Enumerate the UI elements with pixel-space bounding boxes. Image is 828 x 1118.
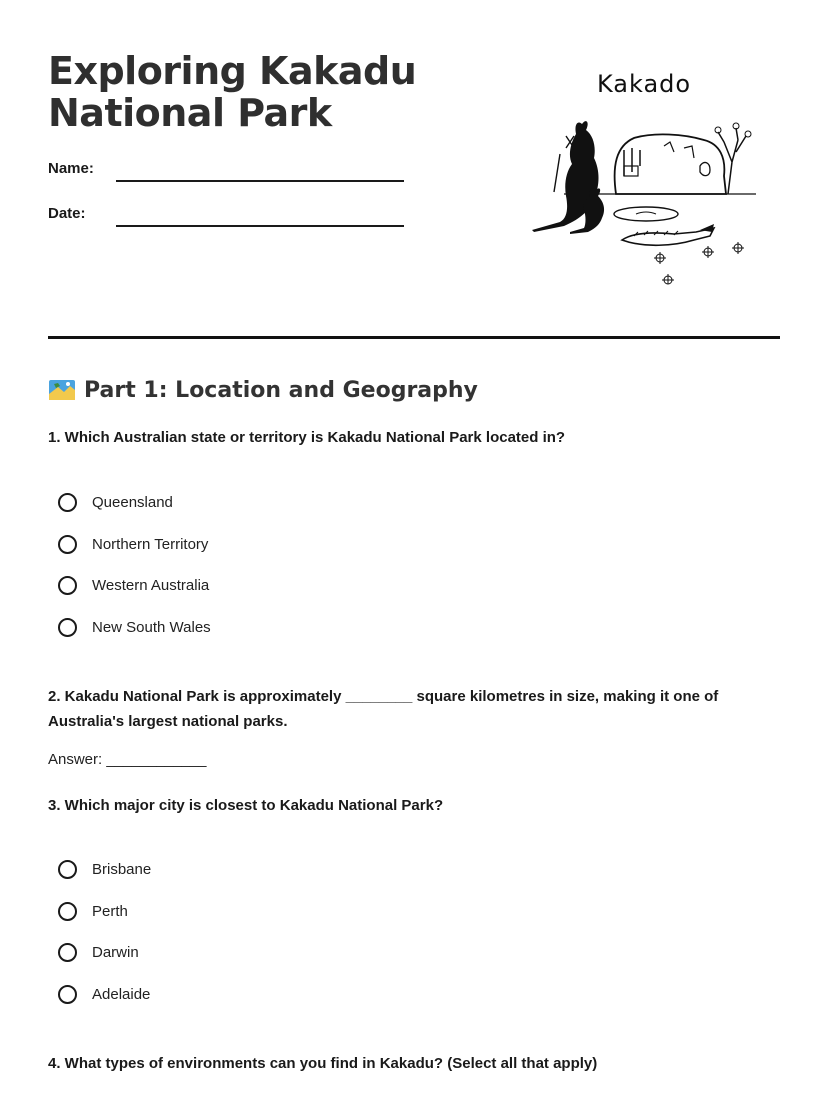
option-label: Northern Territory (92, 535, 209, 553)
q1-option-new-south-wales[interactable] (58, 607, 211, 649)
title-line-1: Exploring Kakadu (48, 49, 417, 93)
q1-option-queensland[interactable] (58, 482, 211, 524)
radio-button[interactable] (58, 535, 77, 554)
q1-option-northern-territory[interactable] (58, 524, 211, 566)
park-illustration (524, 106, 764, 286)
option-label: Adelaide (92, 985, 151, 1003)
page-title (48, 50, 468, 134)
waterhole (614, 207, 678, 221)
option-label: Perth (92, 902, 128, 920)
q3-option-adelaide[interactable] (58, 974, 151, 1016)
radio-button[interactable] (58, 943, 77, 962)
name-line[interactable] (116, 180, 404, 182)
part1-heading (48, 374, 478, 406)
radio-button[interactable] (58, 618, 77, 637)
date-line[interactable] (116, 225, 404, 227)
option-label: Brisbane (92, 861, 152, 879)
question-3: 3. Which major city is closest to Kakadu National Park? (48, 797, 444, 814)
logo-text: Kakado (596, 70, 692, 98)
q3-option-perth[interactable] (58, 891, 151, 933)
water-lily (654, 242, 744, 284)
question-3-options (58, 849, 151, 1015)
radio-button[interactable] (58, 985, 77, 1004)
rock-art-panel (624, 166, 638, 176)
question-1: 1. Which Australian state or territory is Kakadu National Park located in? (48, 429, 566, 446)
question-4: 4. What types of environments can you find in Kakadu? (Select all that apply) (48, 1055, 598, 1072)
radio-button[interactable] (58, 493, 77, 512)
question-2: 2. Kakadu National Park is approximately ________ square kilometres in size, making it one of Australia's largest national parks. (48, 688, 719, 730)
question-2-answer[interactable]: Answer: ____________ (48, 751, 207, 768)
park-logo (524, 66, 764, 296)
rock-art-figure (664, 142, 694, 158)
option-label: Queensland (92, 494, 173, 512)
radio-button[interactable] (58, 902, 77, 921)
option-label: Darwin (92, 944, 139, 962)
date-label: Date: (48, 205, 86, 222)
q1-option-western-australia[interactable] (58, 565, 211, 607)
part1-heading-text: Part 1: Location and Geography (84, 377, 478, 403)
option-label: New South Wales (92, 618, 211, 636)
q3-option-darwin[interactable] (58, 932, 151, 974)
crocodile (622, 228, 714, 245)
radio-button[interactable] (58, 576, 77, 595)
q3-option-brisbane[interactable] (58, 849, 151, 891)
radio-button[interactable] (58, 860, 77, 879)
tree (718, 128, 746, 194)
name-field[interactable] (48, 160, 408, 190)
water-ripple (636, 212, 656, 214)
date-field[interactable] (48, 205, 408, 235)
map-icon (48, 378, 76, 402)
question-1-options (58, 482, 211, 648)
section-divider (48, 336, 780, 339)
option-label: Western Australia (92, 577, 210, 595)
title-line-2: National Park (48, 91, 332, 135)
rock-cave (700, 163, 710, 176)
tree-leaf (745, 131, 751, 137)
name-label: Name: (48, 160, 94, 177)
